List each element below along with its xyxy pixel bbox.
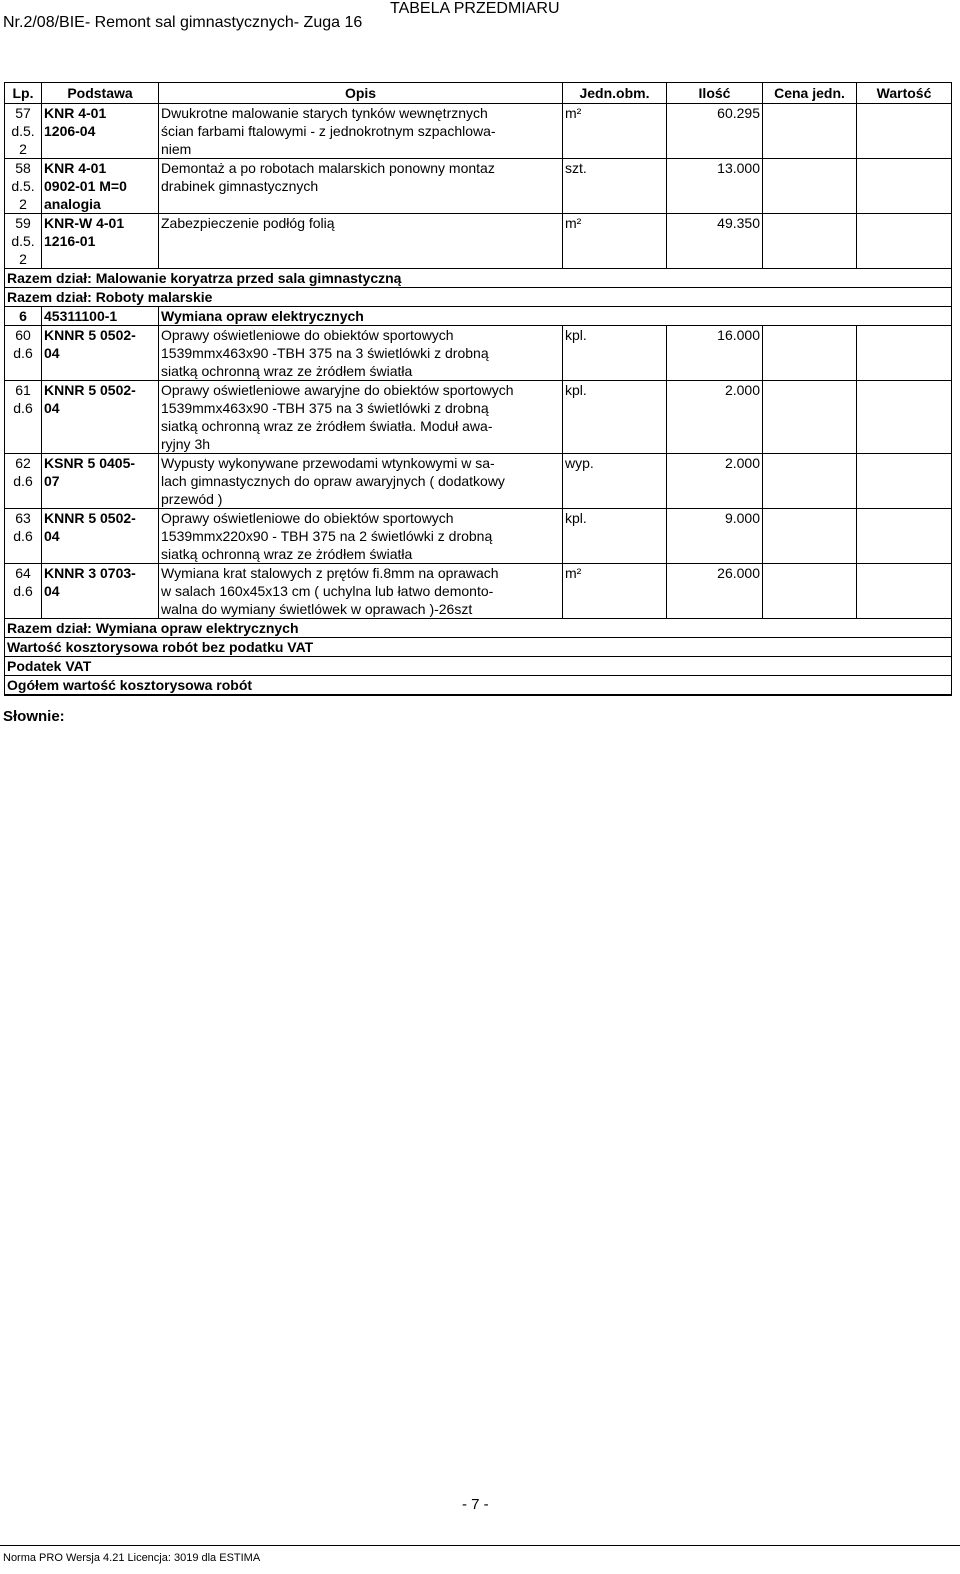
col-header-podstawa: Podstawa	[42, 83, 159, 104]
page-number: - 7 -	[462, 1496, 489, 1513]
row-jedn: kpl.	[563, 381, 667, 454]
row-lp: 59 d.5. 2	[5, 214, 42, 269]
row-jedn: m²	[563, 104, 667, 159]
row-lp: 58 d.5. 2	[5, 159, 42, 214]
col-header-ilosc: Ilość	[667, 83, 763, 104]
footer-divider	[0, 1545, 960, 1546]
row-cena	[763, 381, 857, 454]
total-row	[5, 676, 952, 696]
row-lp: 60 d.6	[5, 326, 42, 381]
total-row	[5, 638, 952, 657]
row-cena	[763, 564, 857, 619]
row-podstawa: KSNR 5 0405- 07	[42, 454, 159, 509]
row-ilosc: 26.000	[667, 564, 763, 619]
row-podstawa: KNNR 5 0502- 04	[42, 509, 159, 564]
row-ilosc: 2.000	[667, 381, 763, 454]
table-row	[5, 509, 952, 564]
table-row	[5, 214, 952, 269]
section-lp: 6	[5, 307, 42, 326]
row-podstawa: KNR 4-01 0902-01 M=0 analogia	[42, 159, 159, 214]
row-podstawa: KNNR 5 0502- 04	[42, 326, 159, 381]
sum-wymiana: Razem dział: Wymiana opraw elektrycznych	[5, 619, 952, 638]
row-lp: 61 d.6	[5, 381, 42, 454]
row-podstawa: KNR-W 4-01 1216-01	[42, 214, 159, 269]
section-sum-row	[5, 288, 952, 307]
row-wartosc	[857, 214, 952, 269]
table-row	[5, 381, 952, 454]
row-opis: Zabezpieczenie podłóg folią	[159, 214, 563, 269]
row-podstawa: KNNR 3 0703- 04	[42, 564, 159, 619]
sum-roboty: Razem dział: Roboty malarskie	[5, 288, 952, 307]
row-lp: 62 d.6	[5, 454, 42, 509]
section-sum-row	[5, 619, 952, 638]
row-jedn: szt.	[563, 159, 667, 214]
section-opis: Wymiana opraw elektrycznych	[159, 307, 952, 326]
row-ilosc: 60.295	[667, 104, 763, 159]
row-wartosc	[857, 509, 952, 564]
col-header-opis: Opis	[159, 83, 563, 104]
row-lp: 57 d.5. 2	[5, 104, 42, 159]
total-row	[5, 657, 952, 676]
total-ogolem: Ogółem wartość kosztorysowa robót	[5, 676, 952, 696]
row-opis: Oprawy oświetleniowe do obiektów sportowych 1539mmx463x90 -TBH 375 na 3 świetlówki z drobną siatką ochronną wraz ze żródłem światła	[159, 326, 563, 381]
table-row	[5, 454, 952, 509]
row-opis: Oprawy oświetleniowe do obiektów sportowych 1539mmx220x90 - TBH 375 na 2 świetlówki z drobną siatką ochronną wraz ze żródłem światła	[159, 509, 563, 564]
row-wartosc	[857, 564, 952, 619]
row-ilosc: 16.000	[667, 326, 763, 381]
table-row	[5, 159, 952, 214]
section-header-row	[5, 307, 952, 326]
row-podstawa: KNR 4-01 1206-04	[42, 104, 159, 159]
row-cena	[763, 326, 857, 381]
row-wartosc	[857, 381, 952, 454]
footer-license: Norma PRO Wersja 4.21 Licencja: 3019 dla ESTIMA	[3, 1552, 261, 1564]
row-ilosc: 2.000	[667, 454, 763, 509]
row-opis: Oprawy oświetleniowe awaryjne do obiektów sportowych 1539mmx463x90 -TBH 375 na 3 świetlówki z drobną siatką ochronną wraz ze żródłem światła. Moduł awa- ryjny 3h	[159, 381, 563, 454]
row-ilosc: 49.350	[667, 214, 763, 269]
document-header-type: TABELA PRZEDMIARU	[390, 0, 560, 17]
row-jedn: kpl.	[563, 509, 667, 564]
total-bez-vat: Wartość kosztorysowa robót bez podatku VAT	[5, 638, 952, 657]
row-cena	[763, 104, 857, 159]
document-header-title: Nr.2/08/BIE- Remont sal gimnastycznych- Zuga 16	[3, 14, 363, 31]
row-jedn: wyp.	[563, 454, 667, 509]
slownie-label: Słownie:	[3, 708, 65, 725]
row-ilosc: 13.000	[667, 159, 763, 214]
row-wartosc	[857, 159, 952, 214]
section-podstawa: 45311100-1	[42, 307, 159, 326]
row-wartosc	[857, 326, 952, 381]
row-podstawa: KNNR 5 0502- 04	[42, 381, 159, 454]
section-sum-row	[5, 269, 952, 288]
row-opis: Wypusty wykonywane przewodami wtynkowymi w sa- lach gimnastycznych do opraw awaryjnych ( dodatkowy przewód )	[159, 454, 563, 509]
table-row	[5, 104, 952, 159]
row-cena	[763, 509, 857, 564]
table-header-row	[5, 83, 952, 104]
table-row	[5, 564, 952, 619]
row-cena	[763, 159, 857, 214]
row-jedn: m²	[563, 214, 667, 269]
sum-malowanie: Razem dział: Malowanie koryatrza przed sala gimnastyczną	[5, 269, 952, 288]
row-jedn: m²	[563, 564, 667, 619]
row-cena	[763, 454, 857, 509]
row-ilosc: 9.000	[667, 509, 763, 564]
table-row	[5, 326, 952, 381]
row-lp: 64 d.6	[5, 564, 42, 619]
row-wartosc	[857, 104, 952, 159]
row-lp: 63 d.6	[5, 509, 42, 564]
row-wartosc	[857, 454, 952, 509]
row-jedn: kpl.	[563, 326, 667, 381]
col-header-jedn: Jedn.obm.	[563, 83, 667, 104]
col-header-cena: Cena jedn.	[763, 83, 857, 104]
row-opis: Wymiana krat stalowych z prętów fi.8mm na oprawach w salach 160x45x13 cm ( uchylna lub łatwo demonto- walna do wymiany świetlówek w oprawach )-26szt	[159, 564, 563, 619]
col-header-wartosc: Wartość	[857, 83, 952, 104]
row-opis: Dwukrotne malowanie starych tynków wewnętrznych ścian farbami ftalowymi - z jednokrotnym szpachlowa- niem	[159, 104, 563, 159]
row-cena	[763, 214, 857, 269]
total-vat: Podatek VAT	[5, 657, 952, 676]
row-opis: Demontaż a po robotach malarskich ponowny montaz drabinek gimnastycznych	[159, 159, 563, 214]
estimate-table	[4, 82, 952, 696]
col-header-lp: Lp.	[5, 83, 42, 104]
